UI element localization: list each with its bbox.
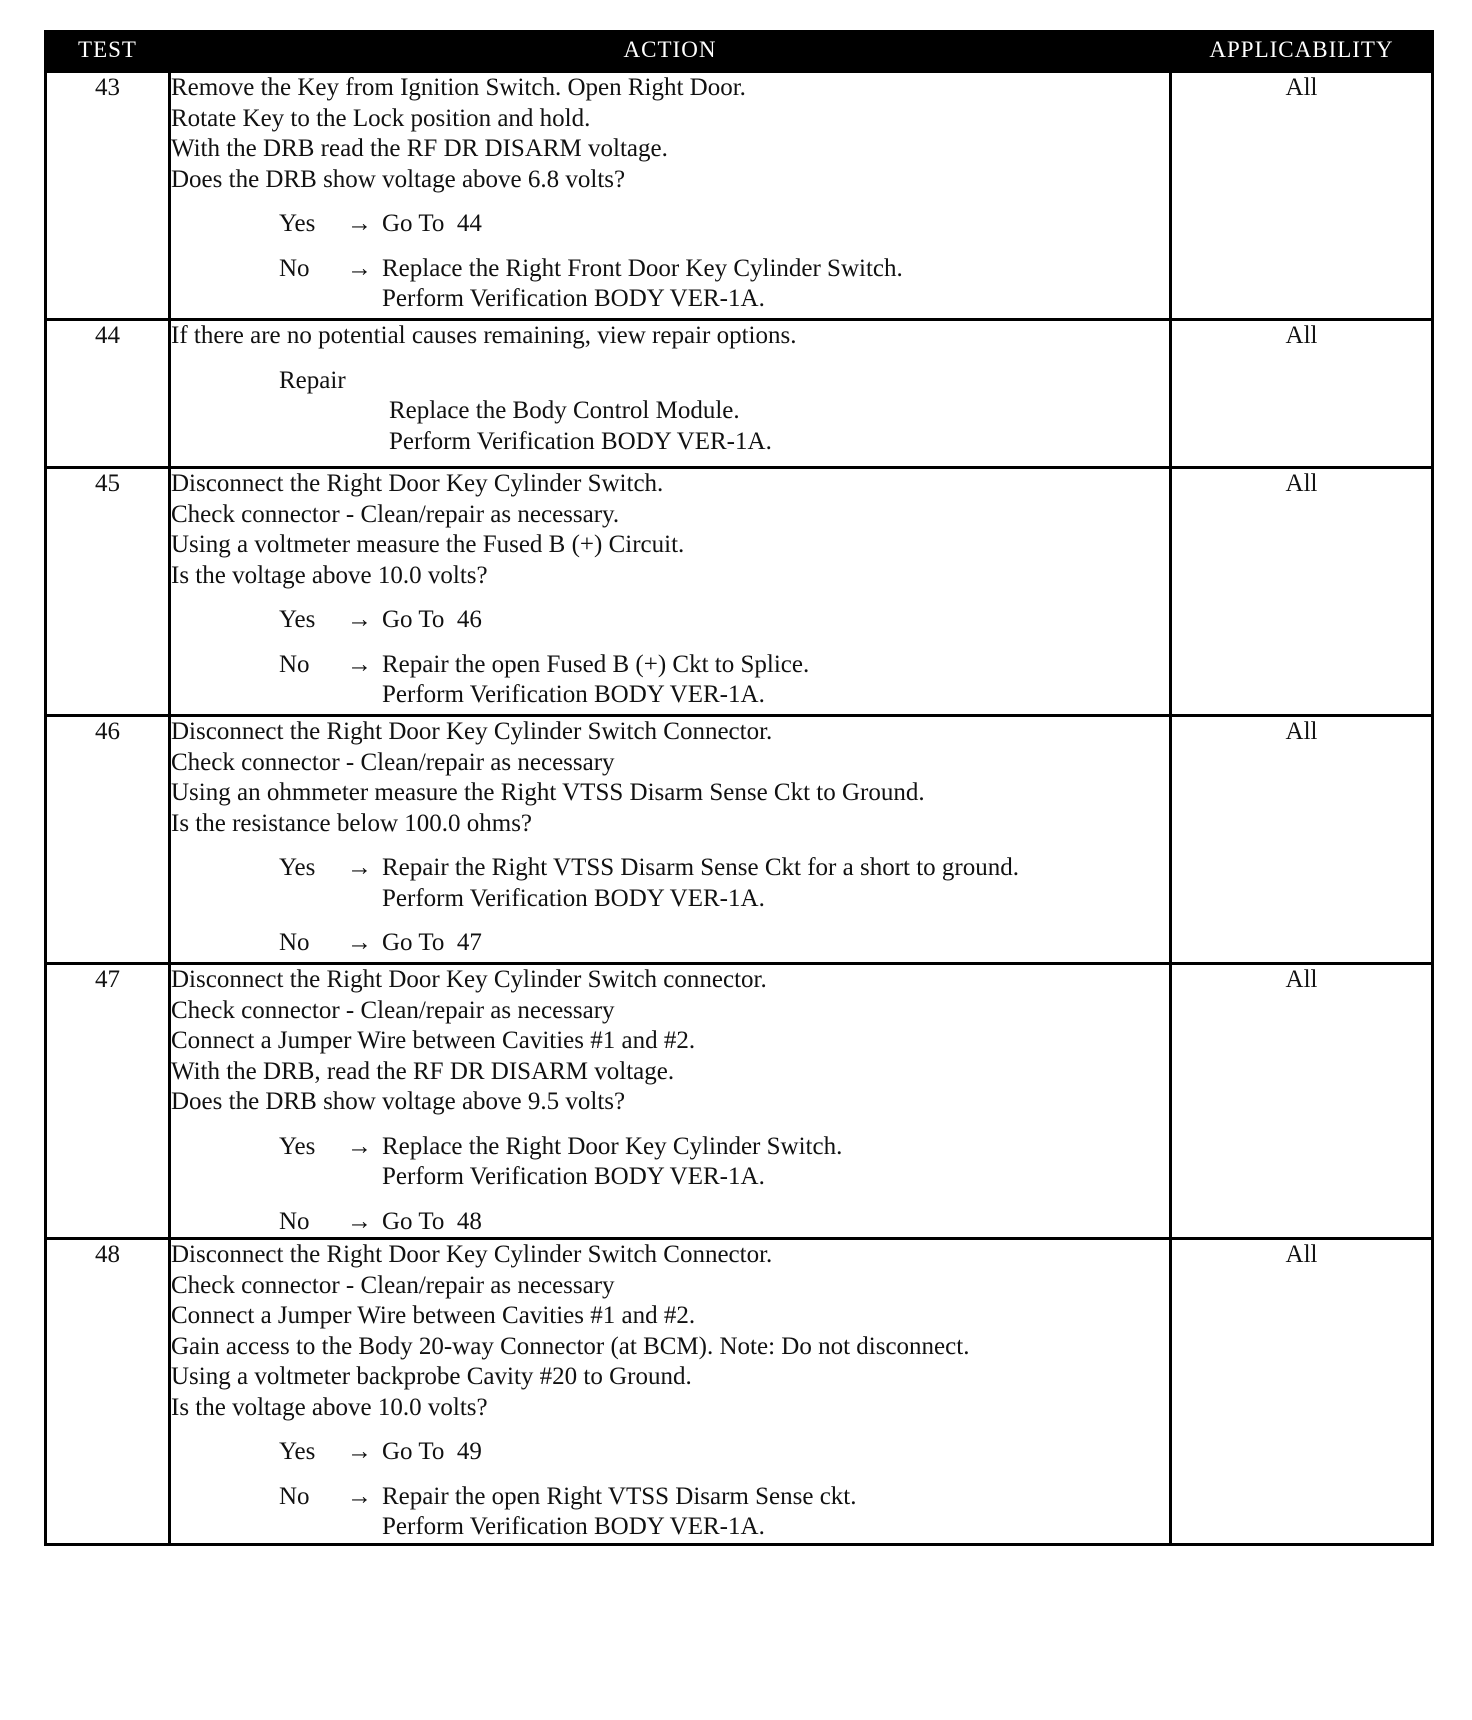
action-step: Gain access to the Body 20-way Connector (at BCM). Note: Do not disconnect. xyxy=(171,1332,970,1360)
yes-result xyxy=(382,1132,842,1193)
action-step: Disconnect the Right Door Key Cylinder Switch Connector. xyxy=(171,718,773,745)
action-step: Connect a Jumper Wire between Cavities #1 and #2. xyxy=(171,1027,696,1054)
yes-branch xyxy=(171,1437,1169,1468)
table-row xyxy=(46,964,1433,1239)
action-step: Check connector - Clean/repair as necessary xyxy=(171,996,615,1024)
test-number: 45 xyxy=(46,468,170,716)
no-branch xyxy=(171,1207,1169,1238)
no-branch xyxy=(171,928,1169,959)
diagnostic-table-page xyxy=(44,30,1431,1698)
right-arrow-icon: → xyxy=(347,854,372,881)
action-step: Disconnect the Right Door Key Cylinder Switch connector. xyxy=(171,966,767,993)
repair-block xyxy=(171,366,1169,458)
result-line: Replace the Right Door Key Cylinder Switch. xyxy=(382,1132,843,1160)
yes-label: Yes xyxy=(279,210,316,237)
action-step: Check connector - Clean/repair as necessary xyxy=(171,748,615,776)
no-label: No xyxy=(279,254,310,282)
action-step: Does the DRB show voltage above 9.5 volts? xyxy=(171,1088,626,1115)
test-number: 47 xyxy=(46,964,170,1239)
no-result xyxy=(382,254,903,315)
action-step: Using a voltmeter backprobe Cavity #20 to Ground. xyxy=(171,1363,692,1390)
yes-result xyxy=(382,1437,482,1468)
yes-result xyxy=(382,605,482,636)
result-line: Go To 44 xyxy=(382,210,482,237)
yes-label: Yes xyxy=(279,1132,316,1160)
action-step: Does the DRB show voltage above 6.8 volts? xyxy=(171,165,626,193)
result-line: Repair the open Right VTSS Disarm Sense ckt. xyxy=(382,1482,857,1510)
action-step: Disconnect the Right Door Key Cylinder Switch. xyxy=(171,470,664,497)
diagnostic-test-table xyxy=(44,30,1434,1546)
action-cell xyxy=(170,72,1171,320)
yes-branch xyxy=(171,209,1169,240)
action-cell xyxy=(170,320,1171,468)
applicability-value: All xyxy=(1171,964,1433,1239)
yes-result xyxy=(382,209,482,240)
no-branch xyxy=(171,1482,1169,1543)
result-line: Perform Verification BODY VER-1A. xyxy=(382,1163,765,1190)
yes-label: Yes xyxy=(279,1438,316,1465)
applicability-value: All xyxy=(1171,1239,1433,1545)
action-step: Remove the Key from Ignition Switch. Open Right Door. xyxy=(171,74,746,101)
action-step: Check connector - Clean/repair as necessary xyxy=(171,1271,615,1299)
yes-result xyxy=(382,853,1019,914)
test-number: 48 xyxy=(46,1239,170,1545)
action-step: With the DRB read the RF DR DISARM voltage. xyxy=(171,135,668,162)
repair-step: Replace the Body Control Module. xyxy=(389,397,740,424)
yes-label: Yes xyxy=(279,606,316,633)
header-applicability: APPLICABILITY xyxy=(1171,30,1433,72)
action-step: Rotate Key to the Lock position and hold. xyxy=(171,104,591,132)
action-step: Disconnect the Right Door Key Cylinder Switch Connector. xyxy=(171,1241,773,1268)
result-line: Repair the open Fused B (+) Ckt to Splice. xyxy=(382,650,810,678)
test-number: 44 xyxy=(46,320,170,468)
no-result xyxy=(382,928,482,959)
table-row xyxy=(46,320,1433,468)
table-row xyxy=(46,468,1433,716)
result-line: Repair the Right VTSS Disarm Sense Ckt for a short to ground. xyxy=(382,854,1019,881)
table-row xyxy=(46,716,1433,964)
test-number: 43 xyxy=(46,72,170,320)
applicability-value: All xyxy=(1171,72,1433,320)
no-result xyxy=(382,650,809,711)
action-step: With the DRB, read the RF DR DISARM voltage. xyxy=(171,1057,675,1085)
action-step: Using an ohmmeter measure the Right VTSS Disarm Sense Ckt to Ground. xyxy=(171,779,925,806)
right-arrow-icon: → xyxy=(347,1207,372,1235)
action-step: If there are no potential causes remaining, view repair options. xyxy=(171,322,797,349)
no-label: No xyxy=(279,929,310,956)
right-arrow-icon: → xyxy=(347,254,372,282)
action-step: Connect a Jumper Wire between Cavities #1 and #2. xyxy=(171,1302,696,1329)
yes-branch xyxy=(171,605,1169,636)
right-arrow-icon: → xyxy=(347,1438,372,1465)
action-step: Is the voltage above 10.0 volts? xyxy=(171,1393,488,1421)
no-label: No xyxy=(279,1482,310,1510)
right-arrow-icon: → xyxy=(347,650,372,678)
action-cell xyxy=(170,1239,1171,1545)
table-row xyxy=(46,72,1433,320)
applicability-value: All xyxy=(1171,468,1433,716)
no-result xyxy=(382,1482,857,1543)
action-step: Using a voltmeter measure the Fused B (+) Circuit. xyxy=(171,531,685,558)
result-line: Perform Verification BODY VER-1A. xyxy=(382,884,765,912)
no-label: No xyxy=(279,1207,310,1235)
no-label: No xyxy=(279,650,310,678)
action-cell xyxy=(170,716,1171,964)
table-body xyxy=(46,72,1433,1545)
right-arrow-icon: → xyxy=(347,1482,372,1510)
yes-branch xyxy=(171,1132,1169,1193)
right-arrow-icon: → xyxy=(347,210,372,237)
no-branch xyxy=(171,650,1169,711)
applicability-value: All xyxy=(1171,716,1433,964)
repair-step: Perform Verification BODY VER-1A. xyxy=(389,427,772,455)
action-step: Is the resistance below 100.0 ohms? xyxy=(171,809,533,837)
yes-label: Yes xyxy=(279,854,316,881)
table-header-row xyxy=(46,30,1433,72)
action-step: Check connector - Clean/repair as necessary. xyxy=(171,500,620,528)
result-line: Perform Verification BODY VER-1A. xyxy=(382,285,765,312)
no-result xyxy=(382,1207,482,1238)
result-line: Go To 48 xyxy=(382,1207,482,1235)
result-line: Go To 49 xyxy=(382,1438,482,1465)
table-row xyxy=(46,1239,1433,1545)
action-cell xyxy=(170,468,1171,716)
no-branch xyxy=(171,254,1169,315)
result-line: Go To 47 xyxy=(382,929,482,956)
right-arrow-icon: → xyxy=(347,606,372,633)
repair-label: Repair xyxy=(279,366,346,394)
test-number: 46 xyxy=(46,716,170,964)
result-line: Perform Verification BODY VER-1A. xyxy=(382,1513,765,1540)
result-line: Perform Verification BODY VER-1A. xyxy=(382,681,765,708)
header-test: TEST xyxy=(46,30,170,72)
result-line: Replace the Right Front Door Key Cylinder Switch. xyxy=(382,254,903,282)
action-step: Is the voltage above 10.0 volts? xyxy=(171,561,488,589)
right-arrow-icon: → xyxy=(347,1132,372,1160)
yes-branch xyxy=(171,853,1169,914)
applicability-value: All xyxy=(1171,320,1433,468)
action-cell xyxy=(170,964,1171,1239)
right-arrow-icon: → xyxy=(347,929,372,956)
result-line: Go To 46 xyxy=(382,606,482,633)
header-action: ACTION xyxy=(170,30,1171,72)
